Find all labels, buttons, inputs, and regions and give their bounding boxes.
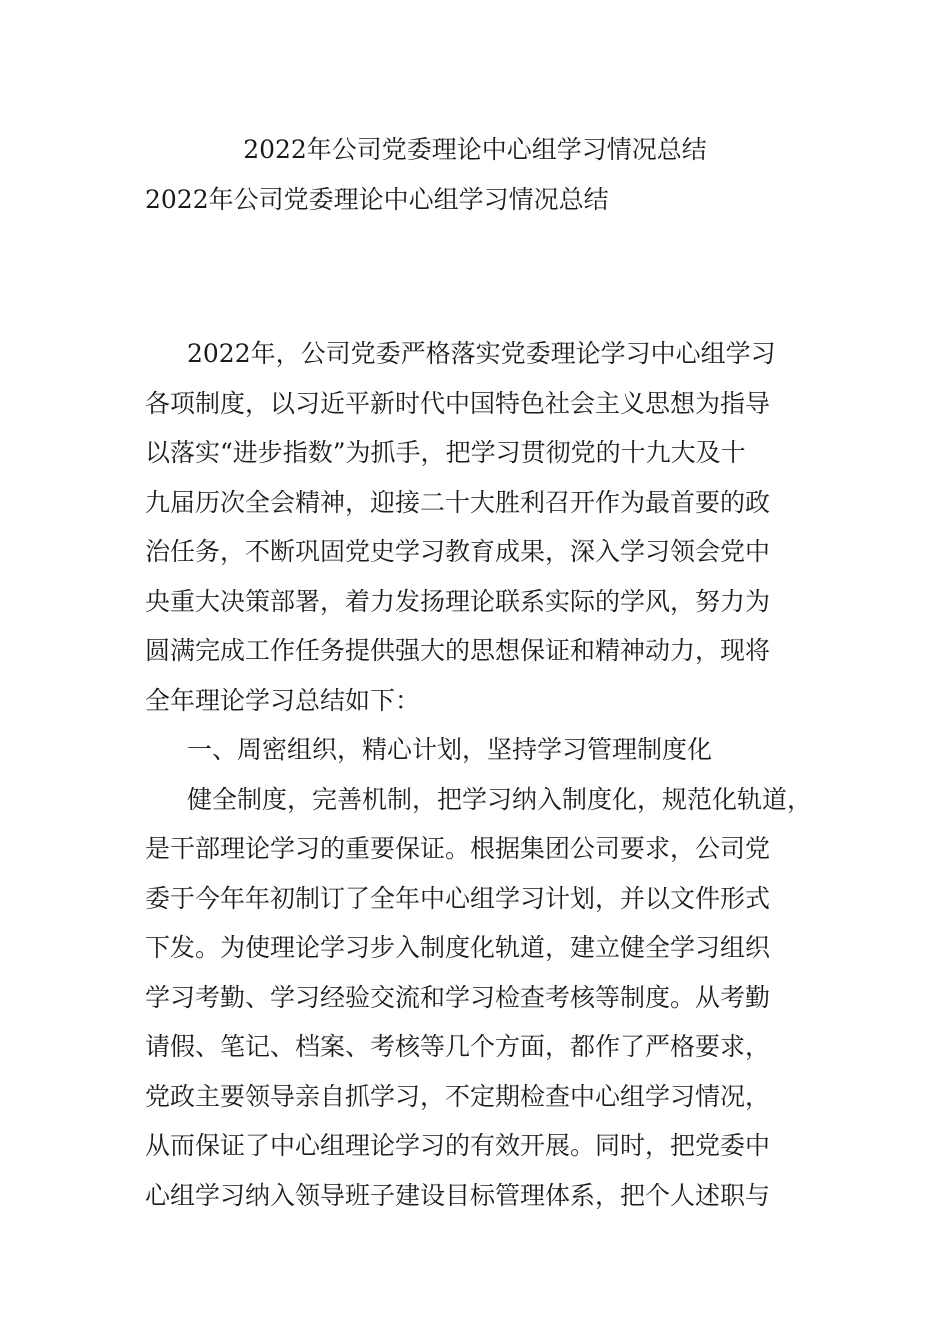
paragraph-line: 委于今年年初制订了全年中心组学习计划，并以文件形式 bbox=[145, 884, 771, 913]
paragraph-line: 从而保证了中心组理论学习的有效开展。同时，把党委中 bbox=[145, 1131, 771, 1160]
document-subtitle: 2022年公司党委理论中心组学习情况总结 bbox=[145, 185, 609, 214]
document-title: 2022年公司党委理论中心组学习情况总结 bbox=[243, 135, 707, 164]
paragraph-line: 学习考勤、学习经验交流和学习检查考核等制度。从考勤 bbox=[145, 983, 771, 1012]
paragraph-line: 各项制度，以习近平新时代中国特色社会主义思想为指导 bbox=[145, 389, 771, 418]
paragraph-line: 请假、笔记、档案、考核等几个方面，都作了严格要求， bbox=[145, 1032, 771, 1061]
paragraph-line: 央重大决策部署，着力发扬理论联系实际的学风，努力为 bbox=[145, 587, 771, 616]
paragraph-line: 下发。为使理论学习步入制度化轨道，建立健全学习组织 bbox=[145, 933, 771, 962]
paragraph-line: 2022年，公司党委严格落实党委理论学习中心组学习 bbox=[187, 339, 776, 368]
paragraph-line: 全年理论学习总结如下： bbox=[145, 686, 421, 715]
paragraph-line: 治任务，不断巩固党史学习教育成果，深入学习领会党中 bbox=[145, 537, 771, 566]
paragraph-line: 九届历次全会精神，迎接二十大胜利召开作为最首要的政 bbox=[145, 488, 771, 517]
section-heading: 一、周密组织，精心计划，坚持学习管理制度化 bbox=[187, 735, 713, 764]
paragraph-line: 心组学习纳入领导班子建设目标管理体系，把个人述职与 bbox=[145, 1181, 771, 1210]
paragraph-line: 是干部理论学习的重要保证。根据集团公司要求，公司党 bbox=[145, 834, 771, 863]
paragraph-line: 健全制度，完善机制，把学习纳入制度化，规范化轨道， bbox=[187, 785, 813, 814]
paragraph-line: 以落实“进步指数”为抓手，把学习贯彻党的十九大及十 bbox=[145, 438, 746, 467]
paragraph-line: 圆满完成工作任务提供强大的思想保证和精神动力，现将 bbox=[145, 636, 771, 665]
paragraph-line: 党政主要领导亲自抓学习，不定期检查中心组学习情况， bbox=[145, 1082, 771, 1111]
